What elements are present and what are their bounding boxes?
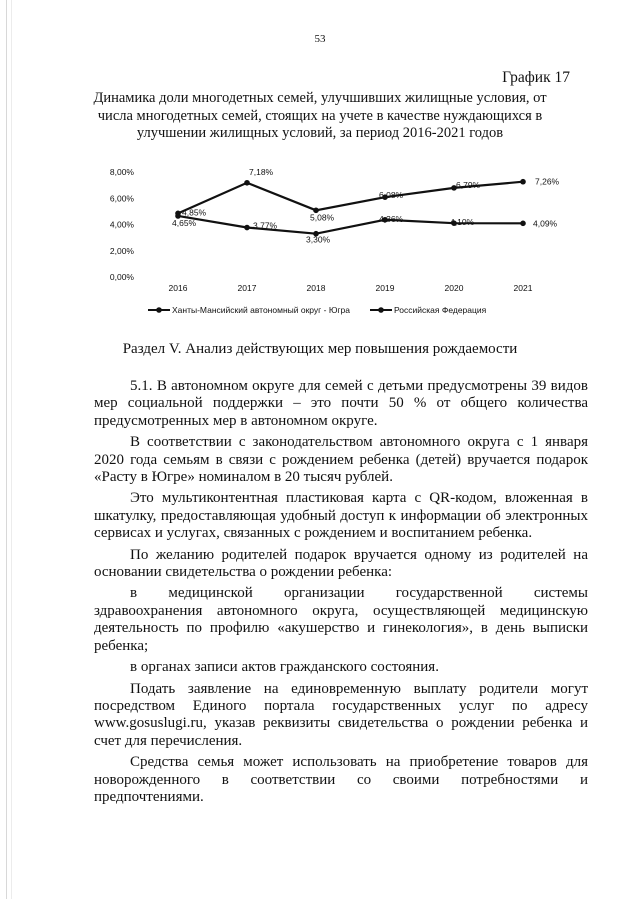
paragraph: Подать заявление на единовременную выплату родители могут посредством Единого портала государственных услуг по адресу www.gosuslugi.ru, указав реквизиты свидетельства о рождении ребенка и счет для перечисления. — [94, 680, 588, 749]
paragraph: Это мультиконтентная пластиковая карта с QR-кодом, вложенная в шкатулку, предоставляющая удобный доступ к информации об электронных сервисах и услугах, связанных с рождением и воспитанием ребенка. — [94, 490, 588, 542]
page-edge-line — [11, 0, 12, 899]
legend-entry: Российская Федерация — [394, 305, 487, 315]
data-label: 3,30% — [306, 234, 331, 245]
x-tick-label: 2017 — [237, 283, 257, 293]
data-label: 5,08% — [310, 212, 335, 223]
data-label: 6,08% — [379, 190, 404, 201]
legend-marker — [156, 307, 162, 313]
chart-title: Динамика доли многодетных семей, улучшивших жилищные условия, от числа многодетных семей, стоящих на учете в качестве нуждающихся в улучшении жилищных условий, за период 2016-2021 годов — [93, 90, 547, 141]
data-label: 4,36% — [379, 213, 404, 224]
data-label: 7,26% — [535, 176, 560, 187]
graph-label: График 17 — [502, 69, 570, 86]
data-label: 4,09% — [533, 218, 558, 229]
data-point — [244, 225, 250, 231]
paragraph: По желанию родителей подарок вручается одному из родителей на основании свидетельства о рождении ребенка: — [94, 546, 588, 581]
y-tick-label: 6,00% — [109, 193, 134, 204]
paragraph: в органах записи актов гражданского состояния. — [130, 659, 439, 676]
data-point — [244, 180, 250, 186]
page-number: 53 — [314, 33, 326, 45]
data-point — [520, 221, 526, 227]
data-label: 6,79% — [456, 179, 481, 190]
y-tick-label: 0,00% — [109, 272, 134, 282]
x-tick-label: 2021 — [513, 283, 533, 293]
paragraph: Средства семья может использовать на приобретение товаров для новорожденного в соответствии со своими потребностями и предпочтениями. — [94, 754, 588, 805]
line-chart — [100, 160, 560, 325]
legend-entry: Ханты-Мансийский автономный округ - Югра — [172, 305, 350, 315]
page-edge-line — [6, 0, 7, 899]
paragraph: В соответствии с законодательством автономного округа с 1 января 2020 года семьям в связи с рождением ребенка (детей) вручается подарок «Расту в Югре» номиналом в 20 тысяч рублей. — [94, 434, 588, 486]
data-label: 4,85% — [182, 207, 207, 218]
paragraph: в медицинской организации государственной системы здравоохранения автономного округа, осуществляющей медицинскую деятельность по профилю «акушерство и гинекология», в день выписки ребенка; — [94, 585, 588, 654]
x-tick-label: 2018 — [306, 283, 326, 293]
y-tick-label: 8,00% — [109, 167, 134, 177]
y-tick-label: 4,00% — [109, 219, 134, 230]
data-point — [520, 179, 526, 185]
body-text — [94, 378, 588, 810]
data-label: 4,10% — [450, 217, 475, 228]
paragraph: 5.1. В автономном округе для семей с детьми предусмотрены 39 видов мер социальной поддержки – это почти 50 % от общего количества предусмотренных мер в автономном округе. — [94, 378, 588, 429]
legend-marker — [378, 307, 384, 313]
x-tick-label: 2020 — [444, 283, 464, 293]
y-tick-label: 2,00% — [109, 245, 134, 256]
x-tick-label: 2016 — [168, 283, 188, 293]
data-label: 4,65% — [172, 217, 197, 228]
data-label: 3,77% — [253, 220, 278, 231]
section-title: Раздел V. Анализ действующих мер повышения рождаемости — [122, 341, 518, 357]
data-label: 7,18% — [249, 166, 274, 177]
x-tick-label: 2019 — [375, 283, 395, 293]
